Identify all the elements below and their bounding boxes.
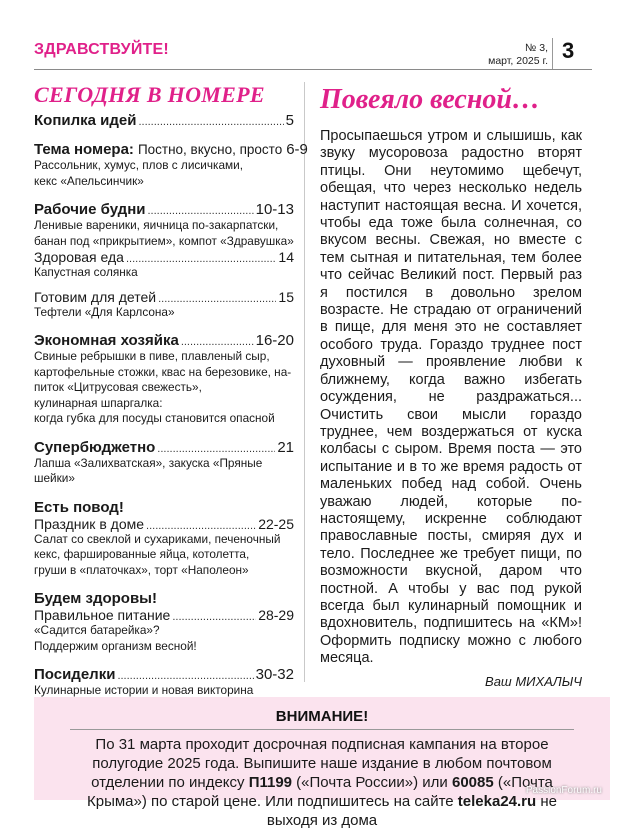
article-title: Повеяло весной…	[320, 84, 540, 115]
leader-dots	[147, 205, 253, 217]
toc-section-label: Будем здоровы!	[34, 590, 157, 607]
toc-entry-title: Готовим для детей	[34, 288, 157, 305]
leader-dots	[181, 336, 254, 348]
toc-entry-prazdnik[interactable]	[34, 516, 294, 532]
toc-entry-desc: Свиные ребрышки в пиве, плавленый сыр,	[34, 349, 270, 363]
watermark: PassionForum.ru	[525, 785, 602, 796]
toc-entry-pitanie[interactable]	[34, 607, 294, 623]
leader-dots	[138, 116, 283, 128]
leader-dots	[146, 520, 256, 532]
toc-entry-zdorovaya[interactable]	[34, 249, 294, 265]
editorial-article	[320, 84, 582, 689]
toc-entry-ekonom[interactable]	[34, 332, 294, 349]
toc-entry-title: Рабочие будни	[34, 201, 146, 218]
header-divider	[552, 38, 553, 70]
toc-entry-title: Супербюджетно	[34, 438, 156, 456]
notice-title: ВНИМАНИЕ!	[275, 708, 369, 725]
toc-entry-title: Здоровая еда	[34, 249, 124, 265]
toc-heading: СЕГОДНЯ В НОМЕРЕ	[34, 82, 265, 107]
table-of-contents	[34, 82, 308, 699]
toc-entry-desc: «Садится батарейка»?	[34, 623, 160, 637]
toc-entry-desc: Салат со свеклой и сухариками, печеночный	[34, 531, 281, 546]
toc-entry-page: 6-9	[286, 141, 308, 158]
notice-index-russia: П1199	[248, 774, 293, 791]
toc-entry-title: Копилка идей	[34, 112, 137, 129]
toc-entry-title: Тема номера:	[34, 141, 134, 158]
toc-entry-kopilka[interactable]	[34, 112, 294, 129]
notice-index-crimea: 60085	[451, 774, 494, 791]
toc-entry-posidelki[interactable]	[34, 666, 294, 683]
leader-dots	[157, 443, 275, 455]
toc-entry-page: 30-32	[255, 666, 294, 683]
toc-section-label: Есть повод!	[34, 498, 124, 516]
toc-entry-page: 16-20	[255, 332, 294, 349]
issue-number: № 3,	[525, 42, 548, 54]
section-title: ЗДРАВСТВУЙТЕ!	[34, 41, 169, 58]
page-header	[0, 0, 624, 70]
article-signature: Ваш МИХАЛЫЧ	[485, 673, 582, 689]
toc-entry-desc: картофельные стожки, квас на березовике, на-	[34, 364, 292, 379]
toc-entry-desc: банан под «прикрытием», компот «Здравушка»	[34, 233, 294, 248]
subscription-notice	[34, 697, 610, 829]
leader-dots	[172, 611, 256, 623]
notice-rule	[70, 729, 574, 730]
notice-text-part: По 31 марта проходит досрочная подписная кампания на второе полугодие 2025 года. Выпишите наше издание в любом почтовом отделении по индексу	[91, 736, 552, 791]
toc-entry-desc: когда губка для посуды становится опасной	[34, 411, 275, 425]
leader-dots	[126, 253, 276, 265]
header-rule	[34, 69, 592, 70]
toc-entry-desc: Рассольник, хумус, плов с лисичками,	[34, 158, 243, 172]
toc-entry-desc: Лапша «Залихватская», закуска «Пряные шейки»	[34, 455, 263, 485]
toc-entry-page: 28-29	[258, 607, 294, 623]
notice-site-link[interactable]: teleka24.ru	[457, 793, 537, 810]
leader-dots	[117, 670, 253, 682]
toc-entry-desc: питок «Цитрусовая свежесть»,	[34, 380, 202, 394]
toc-entry-super[interactable]	[34, 439, 294, 456]
toc-entry-tema[interactable]	[34, 141, 308, 158]
toc-entry-desc: Кулинарные истории и новая викторина	[34, 683, 254, 697]
toc-entry-desc: кекс, фаршированные яйца, котолетта,	[34, 547, 250, 561]
toc-entry-desc: груши в «платочках», торт «Наполеон»	[34, 562, 249, 577]
toc-entry-title: Правильное питание	[34, 607, 171, 623]
toc-entry-title: Посиделки	[34, 666, 116, 683]
toc-entry-desc: Тефтели «Для Карлсона»	[34, 304, 175, 319]
toc-entry-page: 14	[278, 249, 294, 265]
column-divider	[304, 82, 305, 682]
toc-entry-budni[interactable]	[34, 201, 294, 218]
toc-entry-desc: Ленивые вареники, яичница по-закарпатски,	[34, 218, 279, 232]
toc-entry-page: 21	[277, 438, 294, 456]
page-number: 3	[562, 38, 575, 63]
leader-dots	[158, 293, 276, 305]
toc-entry-title: Экономная хозяйка	[34, 332, 179, 349]
issue-info	[482, 42, 548, 68]
toc-entry-subtitle: Постно, вкусно, просто	[137, 142, 283, 157]
article-body: Просыпаешься утром и слышишь, как звуку мусоровоза радостно вторят птицы. Они неутомимо щебечут, обещая, что через несколько недель наступит настоящая весна. И хочется, чтобы еда тоже была солнечная, со вкусом весны. Свежая, но вместе с тем сытная и питательная, тем более что сейчас Великий пост. Первый раз я постился в довольно зрелом возрасте. Не страдаю от ограничений в пище, для меня это не составляет особого труда. Гораздо труднее пост духовный — проявление любви к ближнему, когда важно избегать осуждения, не раздражаться... Очистить свои мысли гораздо труднее, чем воздержаться от куска колбасы с сыром. Время поста — это испытание и в то же время радость от маленьких побед над собой. Очень уважаю людей, которые по-настоящему, искренне соблюдают православные посты, смиряя дух и тело. Последнее же требует пищи, по возможности вкусной, даром что постной. А чтобы у вас под рукой всегда был кулинарный помощник и вдохновитель, подпишитесь на «КМ»! Оформить подписку можно с любого месяца.	[320, 128, 582, 667]
issue-date: март, 2025 г.	[488, 55, 548, 67]
toc-entry-page: 22-25	[258, 515, 294, 532]
notice-text-part: («Почта России») или	[292, 774, 452, 791]
toc-entry-title: Праздник в доме	[34, 515, 145, 532]
toc-entry-page: 15	[278, 288, 294, 305]
toc-entry-page: 5	[285, 112, 294, 129]
notice-text	[60, 735, 584, 830]
notice-text-part: не выходя из дома	[266, 793, 557, 829]
toc-entry-desc: Поддержим организм весной!	[34, 638, 197, 653]
toc-entry-desc: Капустная солянка	[34, 265, 138, 279]
toc-entry-page: 10-13	[255, 201, 294, 218]
toc-entry-deti[interactable]	[34, 289, 294, 305]
toc-entry-desc: кулинарная шпаргалка:	[34, 395, 163, 410]
toc-entry-desc: кекс «Апельсинчик»	[34, 173, 144, 188]
notice-text-part: («Почта Крыма») по старой цене. Или подпишитесь на сайте	[87, 774, 553, 810]
